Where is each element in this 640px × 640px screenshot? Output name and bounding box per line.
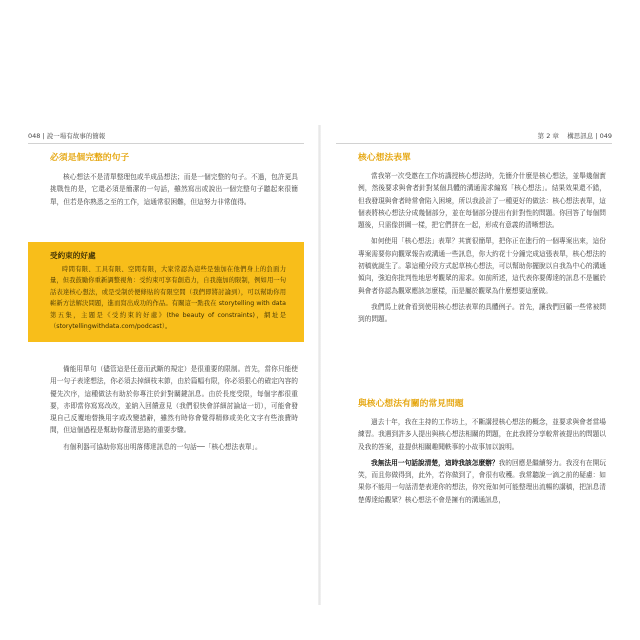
faq-paragraph: [358, 457, 606, 506]
left-section-complete-sentence: [50, 152, 298, 208]
right-page-header: [538, 131, 612, 141]
left-running-title: 說一場有故事的簡報: [46, 132, 106, 140]
page-gutter: [318, 125, 321, 605]
faq-answer: 我的回應是繼續努力。我沒有在開玩笑，而且你做得到，此外，若你做到了，會很有收穫。我常聽說一滴之前的疑慮：如果你不能用一句話清楚表達你的想法，你究竟如何可能整理出流暢的講稿，把訊息清楚傳達給觀眾？核心想法不會是擁有的溝通訊息，: [358, 458, 607, 504]
right-section-faq: [358, 398, 606, 506]
right-section-core-idea-form: [358, 152, 606, 326]
header-separator: |: [595, 132, 600, 140]
section-heading: 核心想法表單: [358, 153, 411, 163]
callout-box: [28, 242, 304, 342]
left-page-number: 048: [28, 132, 41, 140]
section-heading: 與核心想法有關的常見問題: [358, 399, 464, 409]
right-header-rule: [336, 143, 612, 144]
left-body-continued: [50, 363, 298, 453]
body-paragraph: 有個利器可協助你寫出明落傳達訊息的一句話──「核心想法表單」。: [63, 442, 262, 451]
body-paragraph: 過去十年，我在主持的工作坊上，不斷講授核心想法的概念，並要求與會者當場練習。我遇到許多人提出與核心想法相關的問題，在此我將分享較常被提出的問題以及我的答案，並提供相關趣聞軼事的小故事加以說明。: [358, 418, 606, 451]
left-header-rule: [28, 143, 304, 144]
callout-title: 受約束的好處: [50, 251, 96, 260]
body-paragraph: 我們馬上就會看到使用核心想法表單的具體例子。首先，讓我們回顧一些常被問到的問題。: [358, 302, 606, 324]
header-separator: |: [42, 132, 47, 140]
right-page-number: 049: [599, 132, 612, 140]
faq-question: 我無法用一句話說清楚，這時我該怎麼辦？: [371, 458, 499, 467]
body-paragraph: 核心想法不是清單整理包或半成品想法；而是一個完整的句子。不過，包許更具挑戰性的是，它還必須是簡潔的一句話，雖然寫出或說出一個完整句子聽起來很簡單，但若是你熟悉之至的工作，這通常很困難，但這努力非常值得。: [50, 173, 298, 206]
right-running-title: 構思訊息: [567, 132, 594, 140]
section-heading: 必須是個完整的句子: [50, 153, 130, 163]
body-paragraph: 當我第一次受邀在工作坊講授核心想法時，先簡介什麼是核心想法，並舉幾個實例，然後要求與會者針對某個具體的溝通需求編寫「核心想法」。結果效果還不錯，但我發現與會者時常會陷入困境，所以我設計了一種更好的做法：核心想法表單，這個表將核心想法分成幾個部分，並在每個部分提出有針對性的問題。你回答了每個問題後，只需像拼圖一樣，把它們拼在一起，形成有意義的清晰想法。: [358, 172, 606, 230]
left-page-header: [28, 131, 105, 141]
body-paragraph: 備能用單句（儘管這是任意而武斷的規定）是很重要的限制。首先，當你只能使用一句子表達想法，你必須去掉細枝末節，由於篇幅有限，你必須狠心的確定內容的優先次序，這種做法有助於你專注於針對關鍵訊息。由於長度受限，每個字都很重要，亦即當你寫寫改改，並納入回饋意見（我們很快會詳細討論這一切），可能會發現自己反覆地替換用字或改變措辭，雖然有時你會覺得精修或美化文字有些浪費時間，但這個過程是幫助你釐清思路的重要步驟。: [50, 365, 298, 435]
right-chapter-label: 第 2 章: [537, 132, 559, 140]
callout-body: 時間有限、工具有限、空間有限，大家常認為這些是強加在他們身上的負面力量，但我鼓勵你重新調整視角：受約束可享有創造力，自我施加的限制，例如用一句話表達核心想法，或是受制於便條貼的有限空間（我們即將討論到），可以幫助你用嶄新方法解決問題，進而寫出成功的作品。有關這一點我在 storytelling with data 第五集，主題是《受約束的好處》(the beauty of constraints)，網址是（storytellingwithdata.com/podcast）。: [50, 266, 286, 331]
body-paragraph: 如何使用「核心想法」表單？其實很簡單，把你正在進行的一個專案出來，這份專案需要你向觀眾報告或溝通一些訊息，你大約花十分鐘完成這張表單，核心想法的初稿就誕生了。靠這種分段方式起草核心想法，可以幫助你擺脫以自我為中心的溝通傾向，強迫你批判性地思考觀眾的需求。如前所述，這代表你要傳達的訊息不是屬於與會者你認為觀眾應該怎麼樣，而是屬於觀眾為什麼想要這麼做。: [358, 237, 606, 295]
